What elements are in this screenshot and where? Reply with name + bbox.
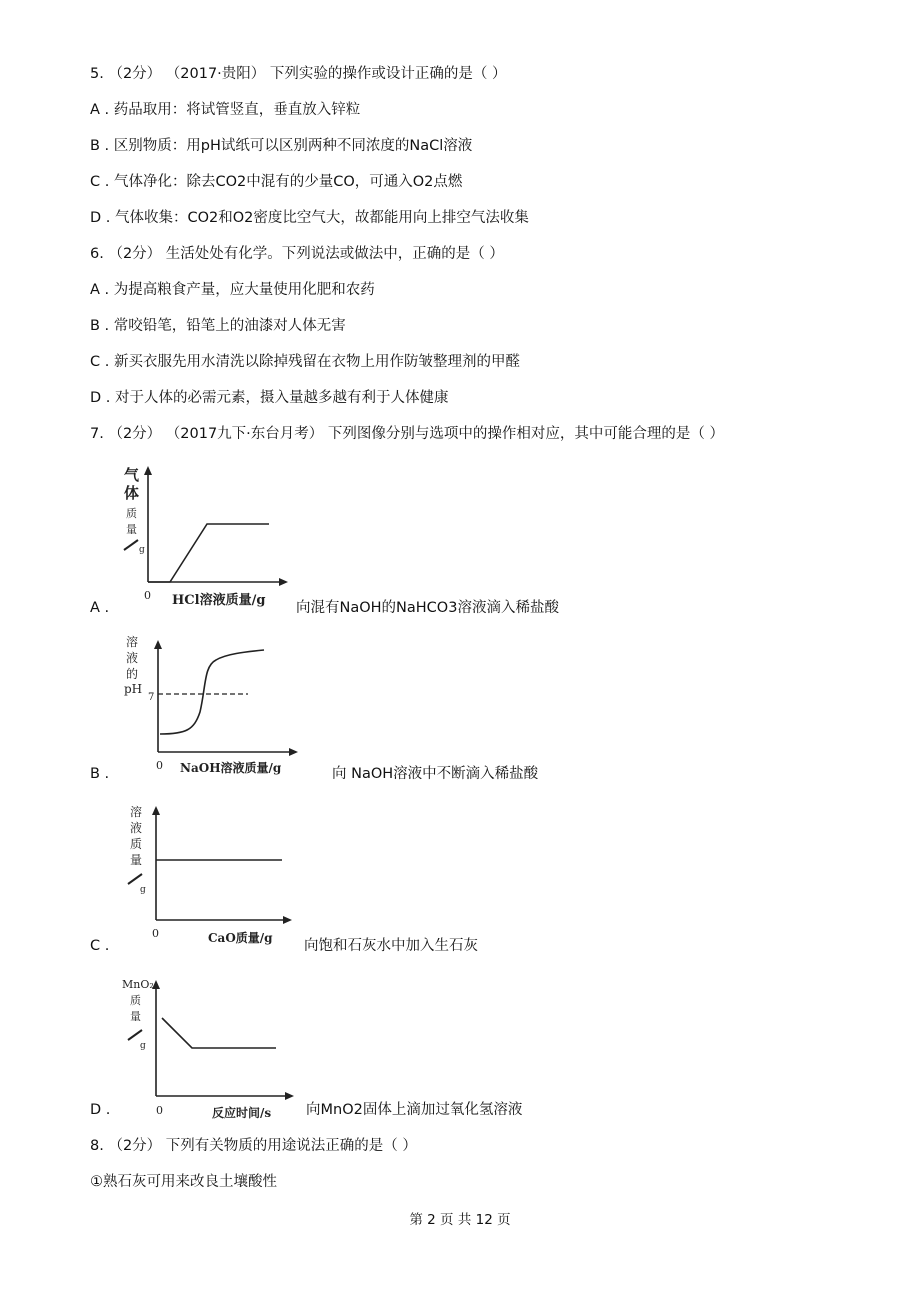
question-7-option-b-letter: B .: [90, 766, 110, 782]
question-5-option-a: A . 药品取用：将试管竖直，垂直放入锌粒: [90, 102, 361, 118]
graph-a-ylabel-1: 气: [124, 466, 140, 484]
graph-b-ylabel-2: 液: [126, 651, 139, 665]
graph-c-ylabel-4: 量: [130, 853, 143, 867]
graph-b-curve: [160, 650, 264, 734]
question-6-option-b: B . 常咬铅笔，铅笔上的油漆对人体无害: [90, 318, 346, 334]
question-5-option-c: C . 气体净化：除去CO2中混有的少量CO，可通入O2点燃: [90, 174, 463, 190]
graph-b: [116, 632, 316, 780]
graph-c-yunit: g: [140, 885, 146, 895]
question-6-option-d: D . 对于人体的必需元素，摄入量越多越有利于人体健康: [90, 390, 449, 406]
question-7-option-c-letter: C .: [90, 938, 110, 954]
graph-b-ylabel-1: 溶: [126, 635, 139, 649]
graph-a-ylabel-2: 体: [124, 484, 140, 502]
graph-c-ylabel-1: 溶: [130, 805, 143, 819]
graph-b-ytick-7: 7: [148, 692, 155, 703]
question-8-item-1: ①熟石灰可用来改良土壤酸性: [90, 1174, 277, 1190]
question-5-stem: 5. （2分） （2017·贵阳） 下列实验的操作或设计正确的是（ ）: [90, 66, 507, 82]
graph-d-xlabel: 反应时间/s: [212, 1106, 272, 1120]
question-7-stem: 7. （2分） （2017九下·东台月考） 下列图像分别与选项中的操作相对应，其中可能合理的是（ ）: [90, 426, 725, 442]
question-7-option-c-caption: 向饱和石灰水中加入生石灰: [304, 938, 478, 954]
question-5-option-b: B . 区别物质：用pH试纸可以区别两种不同浓度的NaCl溶液: [90, 138, 473, 154]
question-7-option-d-caption: 向MnO2固体上滴加过氧化氢溶液: [306, 1102, 523, 1118]
graph-a-origin: 0: [144, 589, 151, 602]
question-7-option-a-caption: 向混有NaOH的NaHCO3溶液滴入稀盐酸: [296, 600, 559, 616]
graph-a-ylabel-4: 量: [126, 523, 137, 536]
graph-b-origin: 0: [156, 759, 163, 772]
graph-b-xlabel: NaOH溶液质量/g: [180, 761, 282, 775]
graph-a-xlabel: HCl溶液质量/g: [172, 593, 266, 608]
question-8-stem: 8. （2分） 下列有关物质的用途说法正确的是（ ）: [90, 1138, 417, 1154]
graph-c: [116, 800, 306, 948]
graph-a-ylabel-3: 质: [126, 507, 137, 520]
question-5-option-d: D . 气体收集：CO2和O2密度比空气大，故都能用向上排空气法收集: [90, 210, 529, 226]
graph-d-ylabel-3: 量: [130, 1010, 141, 1023]
graph-d-ylabel-1: MnO₂: [122, 978, 154, 991]
graph-a: [112, 462, 292, 612]
question-7-option-a-letter: A .: [90, 600, 110, 616]
graph-a-yunit: g: [139, 545, 145, 555]
question-6-stem: 6. （2分） 生活处处有化学。下列说法或做法中，正确的是（ ）: [90, 246, 504, 262]
question-7-option-b-caption: 向 NaOH溶液中不断滴入稀盐酸: [332, 766, 539, 782]
graph-c-ylabel-3: 质: [130, 837, 143, 851]
graph-c-origin: 0: [152, 927, 159, 940]
graph-c-xlabel: CaO质量/g: [208, 931, 273, 945]
graph-b-ylabel-3: 的: [126, 667, 139, 681]
graph-d-yunit: g: [140, 1041, 146, 1051]
graph-d-origin: 0: [156, 1104, 163, 1117]
graph-d-ylabel-2: 质: [130, 994, 141, 1007]
graph-d: [116, 972, 306, 1122]
graph-a-curve: [148, 524, 269, 582]
graph-d-curve: [162, 1018, 276, 1048]
graph-c-ylabel-2: 液: [130, 821, 143, 835]
question-6-option-c: C . 新买衣服先用水清洗以除掉残留在衣物上用作防皱整理剂的甲醛: [90, 354, 520, 370]
page-footer: 第 2 页 共 12 页: [409, 1212, 511, 1228]
question-6-option-a: A . 为提高粮食产量，应大量使用化肥和农药: [90, 282, 375, 298]
graph-b-ylabel-4: pH: [124, 682, 143, 696]
question-7-option-d-letter: D .: [90, 1102, 111, 1118]
